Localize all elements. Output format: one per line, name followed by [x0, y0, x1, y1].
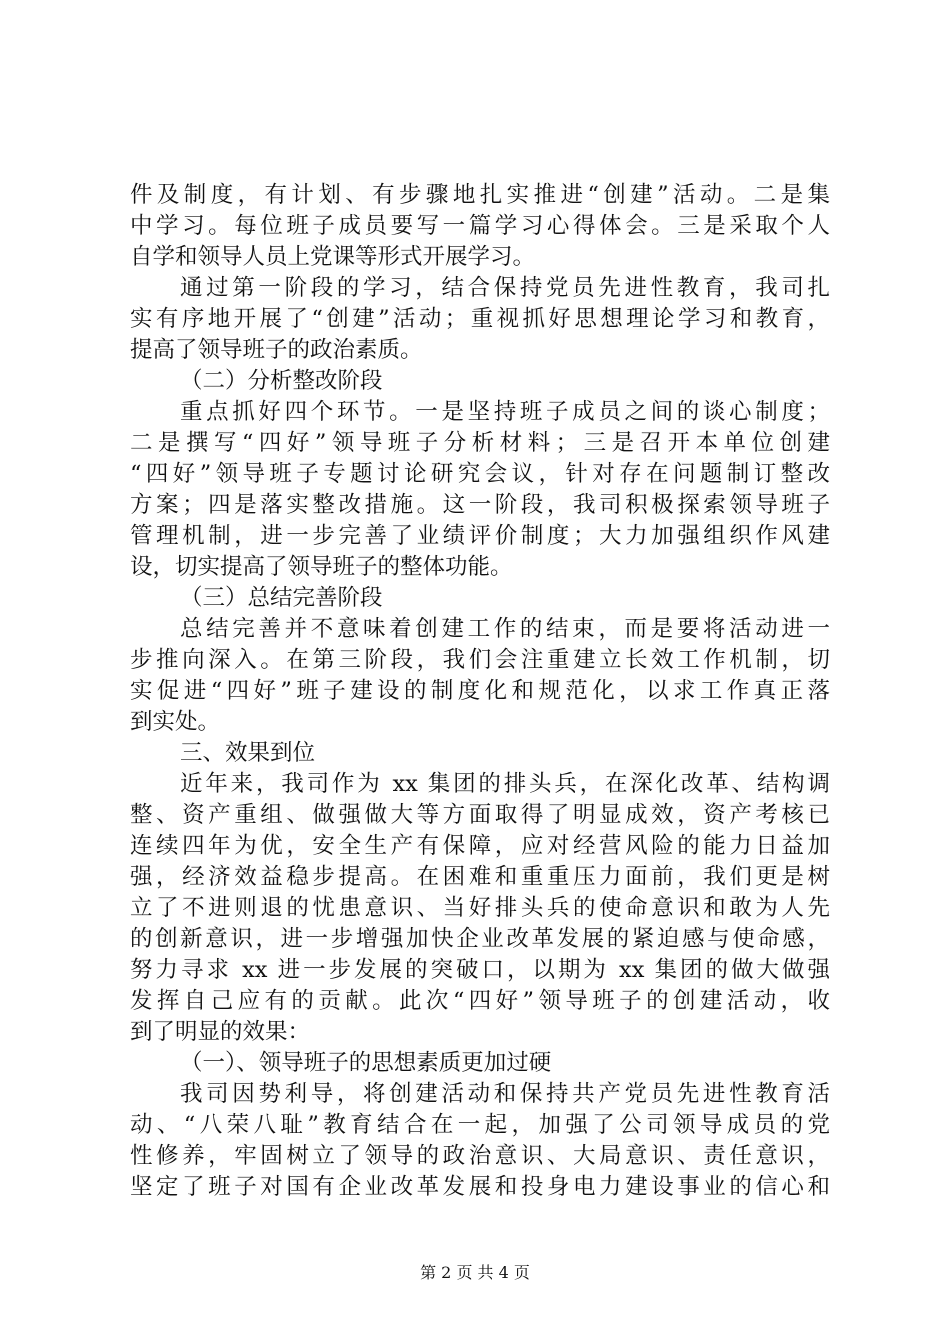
text-line: 实有序地开展了“创建”活动；重视抓好思想理论学习和教育， — [130, 306, 830, 332]
text-line: 管理机制，进一步完善了业绩评价制度；大力加强组织作风建 — [130, 523, 830, 549]
text-line: 实促进“四好”班子建设的制度化和规范化，以求工作真正落 — [130, 678, 830, 704]
text-line: 自学和领导人员上党课等形式开展学习。 — [130, 244, 536, 270]
paragraph-start-line: 通过第一阶段的学习，结合保持党员先进性教育，我司扎 — [180, 275, 830, 301]
paragraph-start-line: 我司因势利导，将创建活动和保持共产党员先进性教育活 — [180, 1081, 830, 1107]
text-line: 动、“八荣八耻”教育结合在一起，加强了公司领导成员的党 — [130, 1112, 830, 1138]
text-line: 方案；四是落实整改措施。这一阶段，我司积极探索领导班子 — [130, 492, 830, 518]
paragraph-start-line: 近年来，我司作为 xx 集团的排头兵，在深化改革、结构调 — [180, 771, 830, 797]
text-line: 的创新意识，进一步增强加快企业改革发展的紧迫感与使命感， — [130, 926, 830, 952]
section-heading: （三）总结完善阶段 — [180, 585, 383, 611]
text-line: 连续四年为优，安全生产有保障，应对经营风险的能力日益加 — [130, 833, 830, 859]
text-line: 立了不进则退的忧患意识、当好排头兵的使命意识和敢为人先 — [130, 895, 830, 921]
text-line: 设，切实提高了领导班子的整体功能。 — [130, 554, 513, 580]
section-heading: （一）、领导班子的思想素质更加过硬 — [180, 1050, 552, 1076]
paragraph-start-line: 重点抓好四个环节。一是坚持班子成员之间的谈心制度； — [180, 399, 830, 425]
text-line: 步推向深入。在第三阶段，我们会注重建立长效工作机制，切 — [130, 647, 830, 673]
section-heading: （二）分析整改阶段 — [180, 368, 383, 394]
text-line: 坚定了班子对国有企业改革发展和投身电力建设事业的信心和 — [130, 1174, 830, 1200]
text-line: 件及制度，有计划、有步骤地扎实推进“创建”活动。二是集 — [130, 182, 830, 208]
text-line: 到了明显的效果： — [130, 1019, 311, 1045]
text-line: 性修养，牢固树立了领导的政治意识、大局意识、责任意识， — [130, 1143, 830, 1169]
text-line: 努力寻求 xx 进一步发展的突破口，以期为 xx 集团的做大做强 — [130, 957, 830, 983]
text-line: 二是撰写“四好”领导班子分析材料；三是召开本单位创建 — [130, 430, 830, 456]
text-line: 提高了领导班子的政治素质。 — [130, 337, 423, 363]
text-line: “四好”领导班子专题讨论研究会议，针对存在问题制订整改 — [130, 461, 830, 487]
text-line: 强，经济效益稳步提高。在困难和重重压力面前，我们更是树 — [130, 864, 830, 890]
text-line: 发挥自己应有的贡献。此次“四好”领导班子的创建活动，收 — [130, 988, 830, 1014]
section-heading: 三、效果到位 — [180, 740, 316, 766]
text-line: 到实处。 — [130, 709, 221, 735]
page-number-footer: 第 2 页 共 4 页 — [420, 1263, 530, 1282]
paragraph-start-line: 总结完善并不意味着创建工作的结束，而是要将活动进一 — [180, 616, 830, 642]
text-line: 整、资产重组、做强做大等方面取得了明显成效，资产考核已 — [130, 802, 830, 828]
text-line: 中学习。每位班子成员要写一篇学习心得体会。三是采取个人 — [130, 213, 830, 239]
